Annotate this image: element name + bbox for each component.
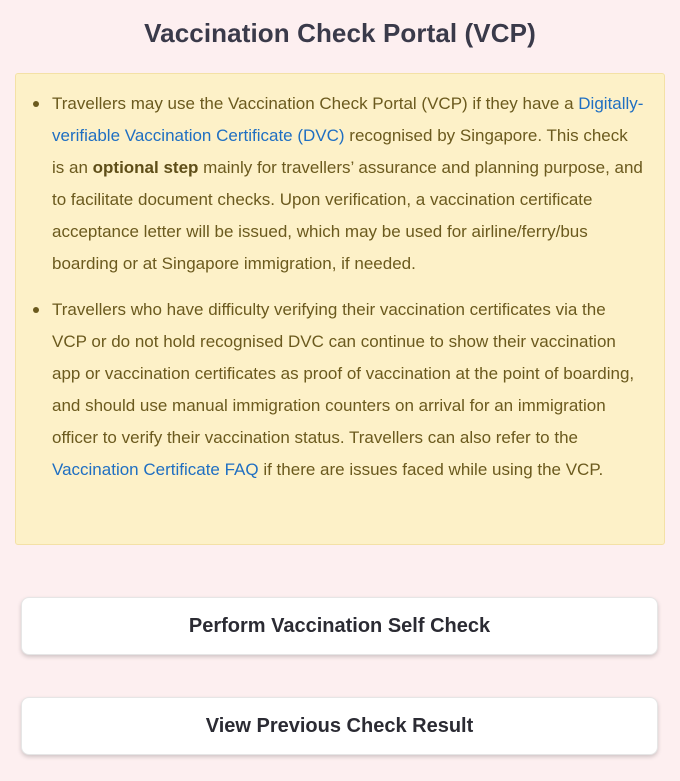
view-previous-result-button[interactable] (21, 697, 658, 755)
dvc-link[interactable]: Digitally-verifiable Vaccination Certificate (DVC) (52, 94, 644, 145)
view-previous-result-label: View Previous Check Result (205, 714, 474, 737)
perform-self-check-label: Perform Vaccination Self Check (188, 614, 491, 637)
notice-item-dvc-text-b: recognised by Singapore. This check is an (52, 126, 628, 177)
notice-item-dvc (52, 88, 644, 280)
vaccination-faq-link[interactable]: Vaccination Certificate FAQ (52, 460, 259, 479)
notice-item-dvc-text-c: mainly for travellers’ assurance and planning purpose, and to facilitate document checks. Upon verification, a vaccination certificate acceptance letter will be issued, which may be used for airline/ferry/bus boarding or at Singapore immigration, if needed. (52, 158, 643, 273)
info-notice (15, 73, 665, 545)
notice-item-difficulty (52, 294, 644, 486)
perform-self-check-button[interactable] (21, 597, 658, 655)
notice-item-difficulty-text-b: if there are issues faced while using the VCP. (258, 460, 604, 479)
notice-list (52, 88, 644, 486)
notice-item-dvc-text-a: Travellers may use the Vaccination Check Portal (VCP) if they have a (52, 94, 579, 113)
optional-step-emphasis: optional step (92, 158, 199, 177)
page-title: Vaccination Check Portal (VCP) (144, 18, 536, 48)
notice-item-difficulty-text-a: Travellers who have difficulty verifying their vaccination certificates via the VCP or do not hold recognised DVC can continue to show their vaccination app or vaccination certificates as proof of vaccination at the point of boarding, and should use manual immigration counters on arrival for an immigration officer to verify their vaccination status. Travellers can also refer to the (52, 300, 635, 447)
